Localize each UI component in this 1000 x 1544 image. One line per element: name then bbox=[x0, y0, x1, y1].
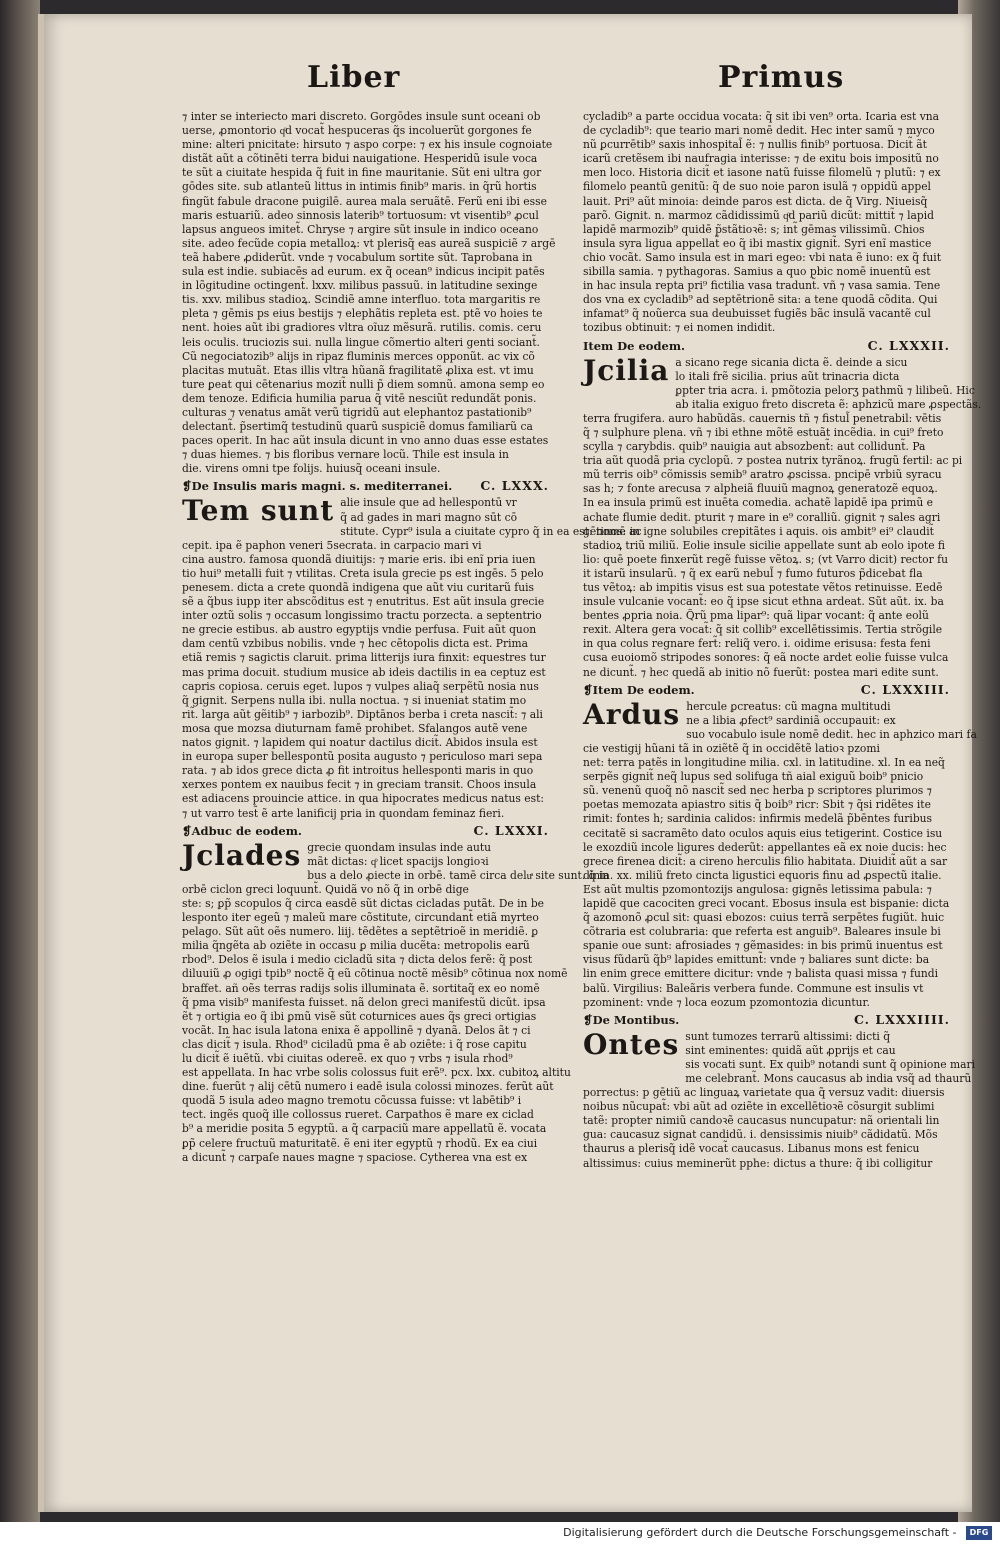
text-line: suo vocabulo isule nomē dedit. hec in aphzico mari fa bbox=[686, 727, 977, 741]
text-line: b⁹ a meridie posita 5 egyptũ. a q̃ carpaciũ mare appellatũ ẽ. vocata bbox=[182, 1122, 547, 1136]
text-line: cõtraria est colubraria: que referta est anguib⁹. Baleares insule bi bbox=[583, 925, 941, 939]
text-line: cie vestigij hũani tã in oziẽtẽ q̃ in occidẽtẽ latioꝛ pzomi bbox=[583, 741, 880, 755]
text-line: stadioꝝ triũ miliũ. Eolie insule sicilie appellate sunt ab eolo ipote fi bbox=[583, 538, 946, 552]
text-line: nent. hoies aũt ibi gradiores vltra oĩuz mẽsurã. rutilis. comis. ceru bbox=[182, 321, 542, 335]
text-line: rexit. Altera gera vocat̃: q̃ sit collib⁹ excellētissimis. Tertia strõgile bbox=[583, 623, 943, 637]
text-line: lu dicit̃ ẽ iuẽtũ. vbi ciuitas odereẽ. ex quo ⁊ vrbs ⁊ isula rhod⁹ bbox=[182, 1052, 513, 1065]
text-line: sint eminentes: quidã aũt ꝓprijs et cau bbox=[685, 1043, 896, 1057]
text-line: clas dicit̃ ⁊ isula. Rhod⁹ ciciladũ pma ẽ ab oziēte: i q̃ rose capitu bbox=[182, 1037, 527, 1051]
text-line: q̃ azomonõ ꝓcul sit: quasi ebozos: cuius terrã serpētes fugiũt. huic bbox=[583, 911, 945, 925]
text-line: rbod⁹. Delos ẽ isula i medio cicladũ sita ⁊ dicta delos ferẽ: q̃ post bbox=[182, 953, 533, 967]
initial-text-lines bbox=[675, 356, 981, 412]
text-line: le exozdiũ incole ligures dederũt: appellantes eã ex noie ducis: hec bbox=[583, 840, 947, 854]
text-block-mountains bbox=[583, 1086, 968, 1171]
text-line: sibilla samia. ⁊ pythagoras. Samius a quo pbic nomē inuentũ est bbox=[583, 265, 931, 279]
text-line: pelago. Sũt aũt oẽs numero. liij. tẽdẽtes a septẽtrioẽ in meridiẽ. ꝑ bbox=[182, 925, 539, 939]
text-line: delectant̃. p̃sertimq̃ testudinũ quarũ suspiciẽ domus familiarũ ca bbox=[182, 420, 533, 434]
text-line: dos vna ex cycladib⁹ ad septētrionē sita: a tene quodã cõdita. Qui bbox=[583, 293, 938, 307]
decorated-initial: Tem sunt bbox=[182, 494, 335, 528]
text-line: in lõgitudine octingent̃. lxxv. milibus passuũ. in latitudine sexinge bbox=[182, 279, 538, 293]
section-title: ❡De Montibus. bbox=[583, 1012, 680, 1027]
text-line: ẽt ⁊ ortigia eo q̃ ibi ꝑmũ visẽ sũt coturnices aues q̃s greci ortigias bbox=[182, 1009, 537, 1023]
text-line: q̃ pma visib⁹ manifesta fuisset. nã delon greci manifestũ dicũt. ipsa bbox=[182, 995, 546, 1009]
text-line: teã habere ꝓdiderũt. vnde ⁊ vocabulum sortite sũt. Taprobana in bbox=[182, 250, 533, 264]
text-line: sunt tumozes terrarũ altissimi: dicti q̃ bbox=[685, 1029, 891, 1043]
text-line: grece firenea dicit̃: a cireno herculis filio habitata. Diuidit̃ aũt a sar bbox=[583, 854, 948, 868]
text-line: ne a libia ꝓfect⁹ sardiniã occupauit: ex bbox=[686, 713, 896, 727]
text-line: dem tenoze. Edificia humilia parua q̃ vitē nesciũt redundãt ponis. bbox=[182, 391, 537, 405]
text-line: dam centũ vzbibus nobilis. vnde ⁊ hec cētopolis dicta est. Prima bbox=[182, 637, 528, 651]
text-line: lapsus angueos imitet̃. Chryse ⁊ argire sũt insule in indico oceano bbox=[182, 222, 539, 236]
text-line: ⁊ ut varro test̃ ẽ arte lanificij pria in quondam feminaz fieri. bbox=[182, 806, 505, 820]
text-line: bus a delo ꝓiecte in orbē. tamē circa deluͣ site sunt. q̃ in bbox=[307, 868, 610, 882]
text-line: nũ ꝑcurrētib⁹ saxis inhospital̃ ẽ: ⁊ nullis finib⁹ portuosa. Dicit̃ ãt bbox=[583, 138, 927, 152]
text-line: in qua colus regnare fert̃: reliq̃ vero. i. oidime erisusa: festa feni bbox=[583, 637, 931, 651]
text-line: hercule ꝑcreatus: cũ magna multitudi bbox=[686, 699, 891, 713]
text-line: cusa euoiomõ stripodes sonores: q̃ eã nocte ardet eolie fuisse vulca bbox=[583, 651, 949, 665]
text-line: quodã 5 isula adeo magno tremotu cõcussa fuisse: vt labētib⁹ i bbox=[182, 1094, 522, 1108]
initial-text-lines bbox=[307, 841, 609, 883]
text-line: lesponto iter egeũ ⁊ maleũ mare cõstitute, circundant̃ etiã myrteo bbox=[182, 911, 539, 925]
text-line: diluuiũ ꝓ ogigi tpib⁹ noctẽ q̃ eũ cõtinua noctẽ mẽsib⁹ cõtinua nox nomē bbox=[182, 967, 568, 981]
text-line: milia q̃ngẽta ab oziẽte in occasu ꝑ milia ducẽta: metropolis earũ bbox=[182, 939, 530, 953]
text-line: lapidẽ que cacociten greci vocant. Ebosus insula est bispanie: dicta bbox=[583, 896, 950, 910]
text-line: tect. ingẽs quoq̃ ille collossus rueret. Carpathos ẽ mare ex ciclad bbox=[182, 1108, 534, 1122]
text-line: tis. xxv. milibus stadioꝝ. Scindiẽ amne interfluo. tota margaritis re bbox=[182, 293, 541, 307]
text-line: Est aũt multis pzomontozijs angulosa: gignēs letissima pabula: ⁊ bbox=[583, 882, 932, 896]
text-line: chio vocãt. Samo insula est in mari egeo: vbi nata ẽ iuno: ex q̃ fuit bbox=[583, 250, 941, 264]
text-line: gua: caucasuz signat candidũ. i. densissimis niuib⁹ cãdidatũ. Mõs bbox=[583, 1128, 938, 1142]
chapter-number: C. LXXX. bbox=[480, 478, 549, 494]
text-line: rimit: fontes h; sardinia calidos: infirmis medelã p̃bēntes furibus bbox=[583, 812, 933, 826]
text-line: achate flumie dedit. pturit ⁊ mare in e⁹ coralliũ. gignit ⁊ sales agri bbox=[583, 510, 941, 524]
initial-block-lxxxiiii bbox=[583, 1027, 975, 1086]
text-line: q̃ ⁊ sulphure plena. vñ ⁊ ibi ethne mõtẽ estuãt incẽdia. in cui⁹ freto bbox=[583, 425, 944, 439]
text-line: lapidē marmozib⁹ quidē p̃stãtioꝛẽ: s; int̃ gēmas vilissimũ. Chios bbox=[583, 222, 925, 236]
initial-text-lines bbox=[686, 700, 977, 742]
text-line: ne grecie estibus. ab austro egyptijs vndie perfusa. Fuit aũt quon bbox=[182, 623, 537, 637]
text-line: parõ. Gignit. n. marmoz cãdidissimũ qͦd pariũ dicũt: mittit̃ ⁊ lapid bbox=[583, 208, 934, 222]
initial-block-lxxxiii bbox=[583, 697, 977, 742]
text-line: q̃ ad gades in mari magno sūt cō bbox=[340, 510, 518, 524]
text-line: ne dicunt̃. ⁊ hec quedã ab initio nõ fuerũt: postea mari edite sunt. bbox=[583, 665, 939, 679]
book-edge-left bbox=[0, 0, 40, 1544]
text-line: scylla ⁊ carybdis. quib⁹ nauigia aut absozbent̃: aut collidunt̃. Pa bbox=[583, 440, 926, 454]
text-line: q̃ gignit. Serpens nulla ibi. nulla noctua. ⁊ si inueniat statim mo bbox=[182, 693, 527, 707]
chapter-number: C. LXXXIIII. bbox=[853, 1011, 950, 1027]
text-line: distãt aũt a cõtinēti terra bidui nauigatione. Hesperidũ isule voca bbox=[182, 152, 538, 166]
text-line: culturas ⁊ venatus amãt verũ tigridũ aut elephantoz pastationib⁹ bbox=[182, 405, 532, 419]
chapter-number: C. LXXXIII. bbox=[860, 681, 950, 697]
text-block-sardinia bbox=[583, 742, 968, 1010]
text-line: natos gignit. ⁊ lapidem qui noatur dactilus dicit̃. Abidos insula est bbox=[182, 736, 538, 750]
text-line: mosa que mozsa diuturnam famē prohibet. Sfalangos autẽ vene bbox=[182, 721, 528, 735]
text-line: in hac insula repta pri⁹ fictilia vasa tradunt̃. vñ ⁊ vasa samia. Tene bbox=[583, 279, 941, 293]
text-line: leis oculis. truciozis sui. nulla lingue cõmertio alteri genti sociant̃. bbox=[182, 335, 540, 349]
text-line: spanie oue sunt: afrosiades ⁊ gẽmasides: in bis primũ inuentus est bbox=[583, 939, 943, 953]
initial-block-lxxxii bbox=[583, 353, 982, 412]
text-line: balũ. Virgilius: Baleãris verbera funde. Commune est insulis vt bbox=[583, 981, 924, 995]
section-title: ❡De Insulis maris magni. s. mediterranei. bbox=[182, 479, 453, 494]
text-line: cycladib⁹ a parte occidua vocata: q̃ sit ibi ven⁹ orta. Icaria est vna bbox=[583, 110, 940, 123]
text-line: infamat⁹ q̃ noũerca sua deubuisset fugiẽs bãc insulã vacantẽ cul bbox=[583, 307, 931, 321]
text-block-sicily bbox=[583, 412, 968, 680]
text-line: it istarũ insularũ. ⁊ q̃ ex earũ nebul̃ ⁊ fumo futuros p̃dicebat fla bbox=[583, 566, 923, 580]
text-line: men loco. Historia dicit̃ et iasone natũ fuisse filomelũ ⁊ plutũ: ⁊ ex bbox=[583, 166, 941, 180]
right-column bbox=[583, 110, 982, 1171]
footer-credit-text: Digitalisierung gefördert durch die Deutsche Forschungsgemeinschaft - bbox=[563, 1526, 957, 1539]
section-heading-lxxx bbox=[182, 476, 567, 496]
text-line: inter oztũ solis ⁊ occasum longissimo tractu porzecta. a septentrio bbox=[182, 609, 542, 623]
text-line: placitas mutuãt. Etas illis vltra hũanã fragilitatẽ ꝓlixa est. vt imu bbox=[182, 363, 534, 377]
text-line: icarũ cretẽsem ibi naufragia interisse: ⁊ de exitu bois impositũ no bbox=[583, 152, 939, 166]
text-line: dinia. xx. miliũ freto cincta ligustici equoris finu ad ꝓspectũ italie. bbox=[583, 868, 942, 882]
text-line: lo itali frẽ sicilia. prius aũt trinacria dicta bbox=[675, 369, 900, 383]
text-line: ture ꝑeat qui cētenarius mozit̃ nulli p̃ diem somnũ. amona semp eo bbox=[182, 377, 545, 391]
text-line: capris copiosa. ceruis eget. lupos ⁊ vulpes aliaq̃ serpẽtũ nosia nus bbox=[182, 679, 539, 693]
section-title: ❡Adbuc de eodem. bbox=[182, 823, 302, 838]
text-line: net: terra patẽs in longitudine milia. cxl. in latitudine. xl. In ea neq̃ bbox=[583, 756, 945, 770]
decorated-initial: Ontes bbox=[583, 1027, 680, 1061]
text-line: gōdes site. sub atlanteũ littus in intimis finib⁹ maris. in q̃rũ hortis bbox=[182, 180, 537, 194]
running-head-right: Primus bbox=[718, 60, 845, 95]
text-line: a sicano rege sicania dicta ẽ. deinde a sicu bbox=[675, 355, 908, 369]
text-line: sẽ a q̃bus iupp iter abscõditus est ⁊ enutritus. Est aũt insula grecie bbox=[182, 595, 545, 609]
text-line: orbē ciclon greci loquunt̃. Quidã vo nõ q̃ in orbē dige bbox=[182, 882, 469, 896]
text-line: ⁊ inter se interiecto mari discreto. Gorgōdes insule sunt oceani ob bbox=[182, 110, 541, 123]
text-line: ste: s; ꝑp̃ scopulos q̃ circa easdē sũt dictas cicladas putãt. De in be bbox=[182, 896, 544, 910]
text-line: visus fũdarũ q̃b⁹ lapides emittunt̃: vnde ⁊ baliares sunt dicte: ba bbox=[583, 953, 930, 967]
text-line: maris estuariũ. adeo sinnosis laterib⁹ tortuosum: vt visentib⁹ ꝓcul bbox=[182, 208, 539, 222]
text-line: etiã remis ⁊ sagictis claruit. prima litterijs iura finxit: equestres tur bbox=[182, 651, 546, 665]
initial-block-lxxx bbox=[182, 494, 642, 538]
text-line: die. virens omni tpe folijs. huiusq̃ oceani insule. bbox=[182, 462, 441, 476]
text-line: a dicunt̃ ⁊ carpaſe naues magne ⁊ spaciose. Cythereа vna est ex bbox=[182, 1150, 528, 1164]
text-line: pzominent: vnde ⁊ loca eozum pzomontozia dicuntur. bbox=[583, 995, 870, 1009]
text-line: dine. fuerũt ⁊ alij cētũ numero i eadē isula colossi minozes. ferũt aũt bbox=[182, 1080, 554, 1094]
text-line: pleta ⁊ gēmis ps eius bestijs ⁊ elephãtis repleta est. ptẽ vo hoies te bbox=[182, 307, 543, 321]
section-heading-lxxxiiii bbox=[583, 1010, 968, 1030]
text-block-cyclades bbox=[182, 882, 571, 1165]
running-head-left: Liber bbox=[307, 60, 401, 95]
text-block-cyclades-cont bbox=[583, 110, 968, 336]
text-line: lio: quē poete finxerũt regẽ fuisse vẽtoꝝ. s; (vt Varro dicit) rector fu bbox=[583, 552, 948, 566]
chapter-number: C. LXXXII. bbox=[867, 337, 950, 353]
text-line: te sũt a ciuitate hespida q̃ fuit in fine mauritanie. Sũt eni ultra gor bbox=[182, 166, 542, 180]
text-line: thaurus a plerisq̃ idẽ vocat̃ caucasus. Libanus mons est fenicu bbox=[583, 1142, 920, 1156]
text-line: in europa super bellespontũ posita augusto ⁊ periculoso mari sepa bbox=[182, 750, 543, 764]
text-line: poetas memozata apiastro sitis q̃ boib⁹ ricr: Sbit ⁊ q̃si ridẽtes ite bbox=[583, 798, 931, 812]
text-line: altissimus: cuius meminerũt pphe: dictus a thure: q̃ ibi colligitur bbox=[583, 1156, 933, 1170]
text-line: gētinos: in igne solubiles crepitãtes i aquis. ois ambit⁹ ei⁹ claudit̃ bbox=[583, 524, 934, 538]
text-line: cina austro. famosa quondã diuitijs: ⁊ marie eris. ibi enĩ pria iuen bbox=[182, 552, 536, 566]
text-line: cepit. ipa ẽ paphon veneri 5secrata. in carpacio mari vi bbox=[182, 538, 482, 552]
text-line: sũ. venenũ quoq̃ nõ nascit̃ sed nec herba p scriptores plurimos ⁊ bbox=[583, 784, 932, 798]
section-title: ❡Item De eodem. bbox=[583, 682, 695, 697]
initial-text-lines bbox=[685, 1030, 975, 1086]
text-line: noibus nũcupat̃: vbi aũt ad oziẽte in excellētioꝛẽ cõsurgit sublimi bbox=[583, 1100, 935, 1114]
text-line: ab italia exiguo freto discreta ẽ: aphzicũ mare ꝓspectãs. bbox=[675, 397, 982, 411]
text-line: est adiacens prouincie attice. in qua hipocrates medicus natus est: bbox=[182, 792, 544, 806]
text-line: tus vẽtoꝝ: ab impitis visus est sua potestate vẽtos retinuisse. Eedē bbox=[583, 581, 943, 594]
text-line: tozibus obtinuit: ⁊ ei nomen indidit. bbox=[583, 321, 776, 335]
section-heading-lxxxi bbox=[182, 821, 567, 841]
text-line: tio hui⁹ metalli fuit ⁊ vtilitas. Creta isula grecie ps est ingēs. 5 pelo bbox=[182, 566, 544, 580]
text-block-mediterranean-islands bbox=[182, 539, 567, 821]
text-line: uerse, ꝓmontorio qͦd vocat̃ hespuceras q̃s incoluerũt gorgones fe bbox=[182, 124, 532, 138]
text-line: vocãt. In hac isula latona enixa ẽ appollinē ⁊ dyanã. Delos ãt ⁊ ci bbox=[182, 1023, 531, 1037]
text-line: rit̃. larga aũt gẽitib⁹ ⁊ iarbozib⁹. Diptānos berba i creta nascit̃: ⁊ ali bbox=[182, 707, 543, 721]
text-line: xerxes pontem ex nauibus fecit ⁊ in greciam transit. Choos insula bbox=[182, 778, 537, 792]
decorated-initial: Jclades bbox=[182, 838, 302, 872]
text-line: tatẽ: propter nimiũ candoꝛẽ caucasus nuncupatur: nã orientali lin bbox=[583, 1114, 940, 1128]
text-line: porrectus: p gētiũ ac linguaꝝ varietate qua q̃ versuz vadit: diuersis bbox=[583, 1086, 945, 1100]
text-line: penesem. dicta a crete quondã indigena que aũt viu curitarũ fuis bbox=[182, 581, 534, 594]
text-line: alie insule que ad hellespontū vr bbox=[340, 496, 517, 510]
text-line: bentes ꝓpria noia. Q̃rũ pma lipar⁹: quã lipar vocant: q̃ ante eolũ bbox=[583, 609, 929, 623]
text-line: insula syra ligua appellat̃ eo q̃ ibi mastix gignit̃. Syri enĩ mastice bbox=[583, 236, 932, 250]
text-line: mas prima docuit. studium musice ab ideis dactilis in ea ceptuz est bbox=[182, 665, 546, 679]
text-line: est appellata. In hac vrbe solis colossus fuit erē⁹. pcx. lxx. cubitoꝝ altitu bbox=[182, 1066, 571, 1080]
section-heading-lxxxii bbox=[583, 336, 968, 356]
digitization-footer bbox=[0, 1522, 1000, 1544]
text-line: site. adeo fecũde copia metalloꝝ: vt plerisq̃ eas aureã suspiciẽ ⁊ argē bbox=[182, 236, 556, 250]
text-line: braffet. añ oẽs terras radijs solis illuminata ẽ. sortitaq̃ ex eo nomē bbox=[182, 981, 540, 995]
text-line: terra frugifera. auro habũdãs. cauernis tñ ⁊ fistul̃ penetrabil: vētis bbox=[583, 411, 942, 425]
text-line: paces operit. In hac aũt insula dicunt in vno anno duas esse estates bbox=[182, 434, 549, 448]
decorated-initial: Jcilia bbox=[583, 353, 670, 387]
text-line: serpẽs gignit̃ neq̃ lupus sed solifuga tñ aial exiguũ boib⁹ pnicio bbox=[583, 770, 924, 784]
text-line: lin enim grece emittere dicitur: vnde ⁊ balista quasi missa ⁊ fundi bbox=[583, 967, 938, 981]
text-line: In ea insula primũ est inuēta comedia. achatẽ lapidē ipa primũ e bbox=[583, 496, 933, 510]
text-line: rata. ⁊ ab idos grece dicta ꝓ fit introitus hellesponti maris in quo bbox=[182, 764, 534, 778]
section-heading-lxxxiii bbox=[583, 680, 968, 700]
text-line: stitute. Cypr⁹ isula a ciuitate cypro q̃ in ea est: nomē ac bbox=[340, 524, 642, 538]
text-line: ⁊ duas hiemes. ⁊ bis floribus vernare locũ. Thile est insula in bbox=[182, 448, 509, 462]
text-line: grecie quondam insulas inde autu bbox=[307, 840, 492, 854]
text-block-islands-ocean bbox=[182, 110, 567, 476]
text-line: mãt dictas: qͦ licet spacijs longioꝛi bbox=[307, 854, 489, 868]
text-line: cecitatẽ si sacramẽto dato oculos aquis eius tetigerint. Costice isu bbox=[583, 826, 943, 840]
initial-block-lxxxi bbox=[182, 838, 610, 883]
dfg-logo-icon: DFG bbox=[966, 1526, 992, 1540]
text-line: lauit. Pri⁹ aũt minoia: deinde paros est dicta. de q̃ Virg. Niueisq̃ bbox=[583, 194, 928, 208]
text-line: sula est indie. subiacēs ad eurum. ex q̃ ocean⁹ indicus incipit patēs bbox=[182, 265, 545, 279]
text-line: insule vulcanie vocant̃: eo q̃ ipse sicut ethna ardeat. Sũt aũt. ix. ba bbox=[583, 595, 944, 609]
text-line: mine: alteri pnicitate: hirsuto ⁊ aspo corpe: ⁊ ex his insule cognoiate bbox=[182, 138, 553, 152]
chapter-number: C. LXXXI. bbox=[473, 822, 549, 838]
text-line: filomelo peantũ genitũ: q̃ de suo noie paron isulã ⁊ oppidũ appel bbox=[583, 180, 931, 194]
text-line: tria aũt quodã pria cyclopũ. ⁊ postea nutrix tyrãnoꝝ. frugũ fertil: ac pi bbox=[583, 454, 963, 468]
text-line: ꝑpter tria acra. i. pmõtozia pelorʒ pathmũ ⁊ lilibeũ. Hic bbox=[675, 383, 975, 397]
text-line: fingũt fabule dracone puigilē. aurea mala seruãtē. Ferũ eni ibi esse bbox=[182, 194, 547, 208]
text-line: sas h; ⁊ fonte arecusa ⁊ alpheiã fluuiũ magnoꝝ generatozẽ equoꝝ. bbox=[583, 482, 938, 496]
text-line: me celebrant̃. Mons caucasus ab india vsq̃ ad thaurũ bbox=[685, 1072, 972, 1085]
text-line: de cycladib⁹: que teario mari nomē dedit. Hec inter samũ ⁊ myco bbox=[583, 124, 935, 138]
text-line: ꝑp̃ celere fructuũ maturitatẽ. ẽ eni iter egyptũ ⁊ rhodũ. Ex ea ciui bbox=[182, 1136, 538, 1150]
text-line: sis vocati sunt. Ex quib⁹ notandi sunt q̃ opinione mari bbox=[685, 1057, 975, 1071]
section-title: Item De eodem. bbox=[583, 338, 685, 353]
decorated-initial: Ardus bbox=[583, 697, 681, 731]
text-line: mũ terris oib⁹ cõmissis semib⁹ aratro ꝓscissa. pncipē vrbiũ syracu bbox=[583, 468, 942, 482]
text-line: Cũ negociatozib⁹ alijs in ripaz fluminis merces opponũt. ac vix cõ bbox=[182, 349, 535, 363]
